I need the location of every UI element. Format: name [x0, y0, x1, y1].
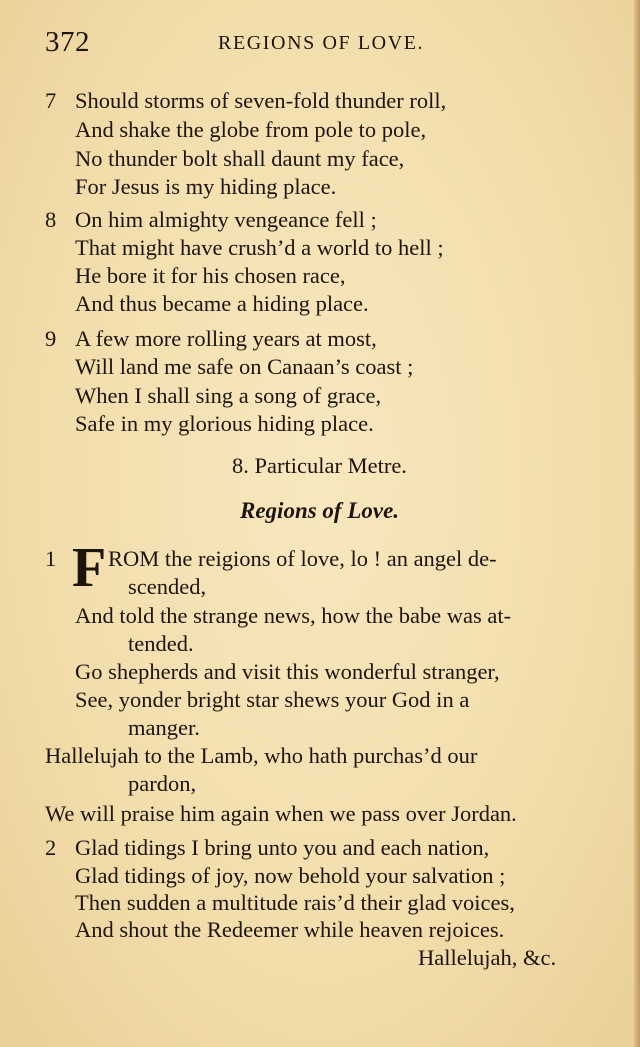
page-header [0, 26, 640, 60]
verse-line: Will land me safe on Canaan’s coast ; [75, 354, 414, 379]
verse-line: See, yonder bright star shews your God in a [75, 687, 470, 712]
stanza-number: 1 [45, 546, 57, 571]
hymn-title: Regions of Love. [240, 498, 400, 523]
verse-line: And told the strange news, how the babe was at- [75, 603, 512, 628]
verse-line: A few more rolling years at most, [75, 326, 377, 351]
stanza-number: 7 [45, 88, 57, 113]
verse-line: And thus became a hiding place. [75, 291, 369, 316]
verse-line: Hallelujah to the Lamb, who hath purchas’d our [45, 743, 478, 768]
verse-line: That might have crush’d a world to hell ; [75, 235, 444, 260]
verse-line: For Jesus is my hiding place. [75, 174, 337, 199]
verse-line: Glad tidings I bring unto you and each nation, [75, 835, 490, 860]
verse-line: pardon, [128, 771, 197, 796]
verse-line: Go shepherds and visit this wonderful stranger, [75, 659, 500, 684]
page-edge [634, 0, 640, 1047]
verse-line: And shake the globe from pole to pole, [75, 117, 427, 142]
verse-line: manger. [128, 715, 200, 740]
stanza-number: 8 [45, 207, 57, 232]
drop-cap: F [72, 537, 107, 599]
section-heading: 8. Particular Metre. [232, 453, 407, 478]
verse-line: ROM the reigions of love, lo ! an angel de- [108, 546, 497, 571]
verse-line: Should storms of seven-fold thunder roll, [75, 88, 447, 113]
verse-line: We will praise him again when we pass over Jordan. [45, 801, 517, 826]
verse-line: scended, [128, 574, 207, 599]
page-number: 372 [45, 26, 90, 58]
stanza-number: 9 [45, 326, 57, 351]
running-title: REGIONS OF LOVE. [218, 32, 425, 54]
verse-line: tended. [128, 631, 194, 656]
verse-line: And shout the Redeemer while heaven rejoices. [75, 917, 505, 942]
verse-line: On him almighty vengeance fell ; [75, 207, 377, 232]
verse-line: Glad tidings of joy, now behold your salvation ; [75, 863, 506, 888]
verse-line: Then sudden a multitude rais’d their glad voices, [75, 890, 515, 915]
stanza-number: 2 [45, 835, 57, 860]
verse-line: He bore it for his chosen race, [75, 263, 346, 288]
verse-line: When I shall sing a song of grace, [75, 383, 382, 408]
verse-line: Safe in my glorious hiding place. [75, 411, 374, 436]
chorus-reference: Hallelujah, &c. [418, 945, 557, 970]
verse-line: No thunder bolt shall daunt my face, [75, 146, 405, 171]
